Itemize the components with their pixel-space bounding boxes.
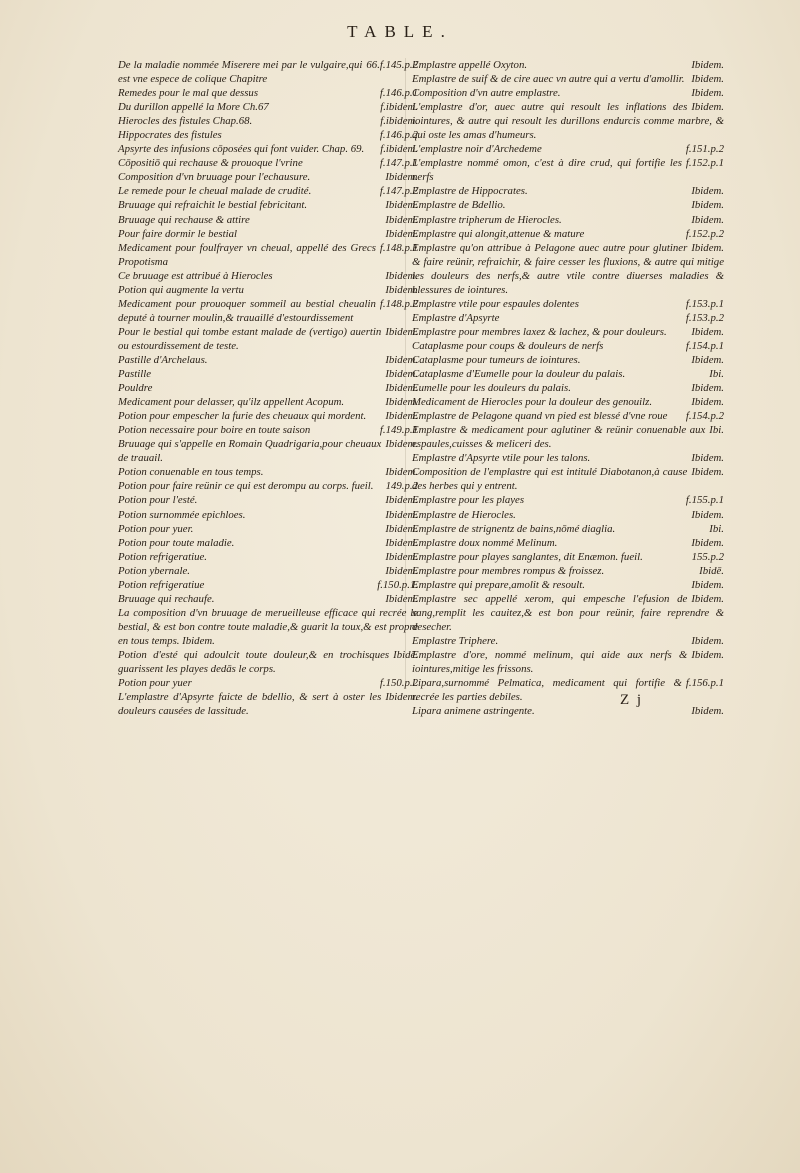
entry-text: L'emplastre d'Apsyrte faicte de bdellio, & sert à oster les douleurs causées de lassitude.: [118, 691, 382, 718]
entry-folio-reference: Ibidem.: [385, 353, 418, 366]
index-entry: [412, 381, 724, 395]
index-entry: [412, 58, 724, 72]
index-entry: [412, 648, 724, 676]
entry-text: Medicament pour delasser, qu'ilz appellent Acopum.: [118, 396, 345, 409]
entry-text: Emplastre de Bdellio.: [412, 199, 506, 212]
entry-folio-reference: Ibidem.: [691, 353, 724, 366]
index-entry: [118, 564, 418, 578]
index-entry: [118, 465, 418, 479]
entry-folio-reference: f.148.p.2: [379, 297, 418, 310]
entry-text: Emplastre appellé Oxyton.: [412, 59, 528, 71]
index-entry: [412, 395, 724, 409]
index-entry: [118, 325, 418, 353]
entry-text: Apsyrte des infusions cōposées qui font vuider. Chap. 69.: [118, 143, 365, 156]
entry-text: Pour faire dormir le bestial: [118, 227, 237, 240]
entry-text: Emplastre qui alongit,attenue & mature: [412, 227, 585, 240]
entry-folio-reference: Ibidem.: [691, 325, 724, 338]
index-entry: [118, 353, 418, 367]
entry-folio-reference: f.152.p.1: [685, 157, 724, 170]
entry-text: Emplastre d'Apsyrte vtile pour les talons.: [412, 452, 591, 465]
entry-folio-reference: Ibidem.: [385, 691, 418, 704]
entry-text: Medicament pour foulfrayer vn cheual, appellé des Grecs Propotisma: [118, 241, 376, 268]
entry-text: Potion pour faire reünir ce qui est derompu au corps. fueil.: [118, 480, 374, 493]
entry-folio-reference: f.154.p.1: [685, 339, 724, 352]
entry-text: Hierocles des fistules Chap.68.: [118, 115, 253, 128]
entry-folio-reference: f.146.p.2: [379, 129, 418, 142]
entry-text: Emplastre Triphere.: [412, 634, 499, 647]
index-entry: [412, 72, 724, 86]
entry-folio-reference: f.ibidem.: [380, 115, 418, 128]
entry-text: La composition d'vn bruuage de merueilleuse efficace qui recrée le bestial, & est bon contre toute maladie,& guarit la toux,& est propre en tous temps. Ibidem.: [118, 606, 418, 647]
entry-folio-reference: f.154.p.2: [685, 410, 724, 423]
index-entry: [412, 142, 724, 156]
entry-text: Pour le bestial qui tombe estant malade de (vertigo) auertin ou estourdissement de teste.: [118, 325, 382, 352]
index-entry: [412, 184, 724, 198]
entry-folio-reference: Ibidem.: [385, 508, 418, 521]
entry-folio-reference: Ibidem.: [691, 241, 724, 254]
entry-text: Cataplasme d'Eumelle pour la douleur du palais.: [412, 368, 626, 381]
entry-text: Remedes pour le mal que dessus: [118, 87, 259, 100]
entry-folio-reference: Ibidem.: [691, 213, 724, 226]
entry-text: Emplastre qu'on attribue à Pelagone auec autre pour glutiner & faire reünir, refraichir, & faire cesser les fluxions, & autre qui mitige les douleurs des nerfs,& autre vtile contre diuerses maladies & blessures de iointures.: [412, 241, 724, 296]
entry-folio-reference: Ibidem.: [691, 87, 724, 100]
index-entry: [412, 592, 724, 634]
entry-text: Pastille d'Archelaus.: [118, 353, 208, 366]
entry-text: Potion qui augmente la vertu: [118, 283, 244, 296]
index-entry: [118, 409, 418, 423]
entry-folio-reference: Ibidem.: [691, 73, 724, 86]
entry-text: Cōpositiō qui rechause & prouoque l'vrine: [118, 157, 303, 170]
index-entry: [412, 339, 724, 353]
column-gutter: [405, 58, 406, 688]
entry-folio-reference: Ibidem.: [691, 592, 724, 605]
entry-text: Le remede pour le cheual malade de crudité.: [118, 185, 312, 198]
entry-text: Bruuage qui s'appelle en Romain Quadrigaria,pour cheuaux de trauail.: [118, 438, 382, 465]
index-entry: [118, 592, 418, 606]
index-entry: [412, 227, 724, 241]
index-entry: [412, 465, 724, 493]
entry-text: Emplastre qui prepare,amolit & resoult.: [412, 578, 585, 591]
entry-folio-reference: 155.p.2: [691, 550, 724, 563]
entry-folio-reference: Ibidem.: [691, 452, 724, 465]
index-entry: [118, 100, 418, 114]
entry-text: Bruuage qui rechause & attire: [118, 213, 250, 226]
entry-text: Cataplasme pour coups & douleurs de nerfs: [412, 339, 604, 352]
entry-folio-reference: f.149.p.1: [379, 424, 418, 437]
entry-text: Potion conuenable en tous temps.: [118, 466, 264, 479]
entry-text: Potion d'esté qui adoulcit toute douleur,& en trochisques guarissent les playes dedās le corps.: [118, 648, 390, 676]
index-entry: [412, 409, 724, 423]
entry-folio-reference: Ibidem.: [691, 185, 724, 198]
entry-folio-reference: Ibidem.: [385, 213, 418, 226]
entry-folio-reference: f.153.p.1: [685, 297, 724, 310]
left-column: [118, 58, 418, 718]
entry-text: Emplastre de Hierocles.: [412, 508, 516, 521]
entry-text: Ce bruuage est attribué à Hierocles: [118, 269, 273, 282]
entry-text: Composition d'vn autre emplastre.: [412, 87, 561, 100]
index-entry: [412, 86, 724, 100]
entry-text: Emplastre pour playes sanglantes, dit Enæmon. fueil.: [412, 550, 643, 563]
index-entry: [118, 86, 418, 100]
index-entry: [118, 297, 418, 325]
index-entry: [412, 493, 724, 507]
index-entry: [118, 269, 418, 283]
entry-text: Potion necessaire pour boire en toute saison: [118, 424, 311, 437]
index-entry: [412, 213, 724, 227]
entry-folio-reference: Ibidem.: [385, 536, 418, 549]
entry-folio-reference: Ibidem.: [385, 592, 418, 605]
index-entry: [412, 522, 724, 536]
entry-text: Emplastre pour les playes: [412, 494, 525, 507]
entry-text: L'emplastre noir d'Archedeme: [412, 143, 542, 156]
entry-folio-reference: Ibidem.: [385, 368, 418, 381]
entry-text: Cataplasme pour tumeurs de iointures.: [412, 353, 581, 366]
index-entry: [412, 451, 724, 465]
index-entry: [118, 437, 418, 465]
entry-folio-reference: Ibidem.: [691, 382, 724, 395]
entry-text: Emplastre vtile pour espaules dolentes: [412, 297, 579, 310]
entry-text: Potion ybernale.: [118, 564, 190, 577]
index-entry: [412, 241, 724, 297]
entry-folio-reference: Ibidem.: [385, 438, 418, 451]
index-entry: [118, 676, 418, 690]
entry-text: Potion pour toute maladie.: [118, 536, 235, 549]
entry-folio-reference: Ibidem.: [691, 508, 724, 521]
entry-folio-reference: f.151.p.2: [685, 143, 724, 156]
index-entry: [412, 156, 724, 184]
entry-text: Emplastre pour membres rompus & froissez.: [412, 564, 605, 577]
index-entry: [412, 198, 724, 212]
index-entry: [412, 423, 724, 451]
entry-text: Du durillon appellé la More Ch.67: [118, 101, 269, 114]
entry-text: Eumelle pour les douleurs du palais.: [412, 382, 571, 395]
entry-folio-reference: f.148.p.1: [379, 241, 418, 254]
entry-folio-reference: Ibi.: [709, 424, 724, 437]
index-entry: [412, 353, 724, 367]
entry-folio-reference: f.ibidem.: [380, 101, 418, 114]
index-entry: [118, 423, 418, 437]
index-entry: [118, 536, 418, 550]
entry-folio-reference: f.147.p.2: [379, 185, 418, 198]
entry-folio-reference: Ibidem.: [691, 705, 724, 718]
index-entry: [412, 550, 724, 564]
entry-folio-reference: Ibidem.: [385, 283, 418, 296]
index-entry: [118, 58, 418, 86]
entry-folio-reference: f.ibidem.: [380, 143, 418, 156]
entry-text: Composition de l'emplastre qui est intitulé Diabotanon,à cause des herbes qui y entrent.: [412, 466, 688, 493]
index-entry: [118, 479, 418, 493]
entry-text: Potion refrigeratiue: [118, 578, 205, 591]
index-entry: [118, 367, 418, 381]
entry-folio-reference: Ibidē.: [393, 648, 418, 661]
entry-folio-reference: Ibidem.: [691, 634, 724, 647]
signature-mark: Z j: [620, 692, 644, 708]
entry-folio-reference: Ibidem.: [385, 396, 418, 409]
entry-text: Medicament de Hierocles pour la douleur des genouilz.: [412, 396, 653, 409]
entry-folio-reference: 66.f.145.p.2: [366, 59, 418, 71]
index-entry: [118, 550, 418, 564]
entry-folio-reference: Ibidem.: [385, 494, 418, 507]
entry-folio-reference: f.152.p.2: [685, 227, 724, 240]
index-entry: [118, 395, 418, 409]
entry-text: Bruuage qui refraichit le bestial febricitant.: [118, 199, 308, 212]
entry-text: Potion surnommée epichloes.: [118, 508, 246, 521]
index-entry: [412, 297, 724, 311]
index-entry: [118, 493, 418, 507]
entry-text: Emplastre sec appellé xerom, qui empesche l'efusion de sang,remplit les cauitez,& est bon pour reünir, faire reprendre & desecher.: [412, 592, 724, 633]
entry-text: Bruuage qui rechaufe.: [118, 592, 215, 605]
entry-folio-reference: Ibidem.: [385, 227, 418, 240]
entry-text: Composition d'vn bruuage pour l'echausure.: [118, 171, 311, 184]
entry-folio-reference: Ibidem.: [691, 396, 724, 409]
index-entry: [118, 184, 418, 198]
entry-folio-reference: f.150.p.2: [379, 677, 418, 690]
index-entry: [412, 100, 724, 142]
entry-text: Emplastre de Hippocrates.: [412, 185, 528, 198]
entry-text: Emplastre de strignentz de bains,nōmé diaglia.: [412, 522, 616, 535]
entry-text: Pouldre: [118, 382, 153, 395]
index-entry: [412, 704, 724, 718]
entry-folio-reference: f.146.p.1: [379, 87, 418, 100]
entry-folio-reference: Ibidem.: [691, 466, 724, 479]
entry-folio-reference: Ibidem.: [385, 199, 418, 212]
entry-text: Medicament pour prouoquer sommeil au bestial cheualin deputé à tourner moulin,& trauaillé d'estourdissement: [118, 297, 376, 324]
index-entry: [118, 283, 418, 297]
entry-text: Emplastre pour membres laxez & lachez, & pour douleurs.: [412, 325, 667, 338]
index-entry: [412, 311, 724, 325]
entry-folio-reference: f.156.p.1: [685, 677, 724, 690]
entry-folio-reference: Ibidem.: [691, 101, 724, 114]
index-entry: [118, 648, 418, 676]
entry-text: Emplastre tripherum de Hierocles.: [412, 213, 562, 226]
entry-folio-reference: Ibidem.: [691, 578, 724, 591]
index-entry: [412, 564, 724, 578]
index-entry: [412, 578, 724, 592]
entry-folio-reference: Ibidem.: [691, 648, 724, 661]
entry-folio-reference: Ibidem.: [385, 564, 418, 577]
index-entry: [118, 522, 418, 536]
entry-text: Emplastre doux nommé Melinum.: [412, 536, 558, 549]
index-entry: [118, 213, 418, 227]
entry-text: Potion refrigeratiue.: [118, 550, 207, 563]
entry-text: Potion pour yuer: [118, 677, 192, 690]
entry-text: Emplastre d'Apsyrte: [412, 311, 500, 324]
index-entry: [118, 690, 418, 718]
entry-folio-reference: f.155.p.1: [685, 494, 724, 507]
entry-text: L'emplastre d'or, auec autre qui resoult les inflations des iointures, & autre qui resoult les durillons endurcis comme marbre, & qui oste les amas d'humeurs.: [412, 101, 724, 142]
index-entry: [118, 578, 418, 592]
index-entry: [412, 536, 724, 550]
index-entry: [118, 198, 418, 212]
entry-folio-reference: Ibidem.: [385, 466, 418, 479]
index-entry: [412, 634, 724, 648]
entry-text: Emplastre de suif & de cire auec vn autre qui a vertu d'amollir.: [412, 73, 685, 86]
entry-folio-reference: f.150.p.1.: [377, 578, 418, 591]
index-entry: [118, 606, 418, 648]
entry-text: Lipara,surnommé Pelmatica, medicament qui fortifie & recrée les parties debiles.: [412, 677, 682, 704]
entry-folio-reference: Ibidē.: [699, 564, 724, 577]
entry-folio-reference: Ibi.: [709, 368, 724, 381]
index-entry: [412, 676, 724, 704]
page-title: TABLE.: [347, 22, 453, 41]
entry-folio-reference: Ibidem.: [385, 522, 418, 535]
entry-text: Emplastre d'ore, nommé melinum, qui aide aux nerfs & iointures,mitige les frissons.: [412, 648, 688, 676]
index-entry: [412, 508, 724, 522]
index-entry: [118, 170, 418, 184]
entry-text: L'emplastre nommé omon, c'est à dire crud, qui fortifie les nerfs: [412, 157, 682, 184]
entry-folio-reference: 149.p.2: [385, 480, 418, 493]
entry-folio-reference: Ibidem.: [385, 269, 418, 282]
entry-text: De la maladie nommée Miserere mei par le vulgaire,qui est vne espece de colique Chapitre: [118, 59, 363, 86]
index-entry: [118, 142, 418, 156]
entry-text: Lipara animene astringente.: [412, 705, 535, 718]
index-entry: [118, 227, 418, 241]
index-entry: [118, 128, 418, 142]
entry-text: Potion pour l'esté.: [118, 494, 198, 507]
entry-folio-reference: Ibidem.: [691, 536, 724, 549]
index-entry: [118, 381, 418, 395]
entry-folio-reference: Ibidem.: [385, 410, 418, 423]
entry-folio-reference: Ibidem.: [385, 171, 418, 184]
entry-folio-reference: Ibidem.: [385, 550, 418, 563]
entry-folio-reference: Ibi.: [709, 522, 724, 535]
entry-text: Emplastre de Pelagone quand vn pied est blessé d'vne roue: [412, 410, 668, 423]
index-entry: [118, 241, 418, 269]
right-column: [412, 58, 724, 718]
entry-text: Pastille: [118, 368, 151, 381]
entry-text: Potion pour yuer.: [118, 522, 194, 535]
index-entry: [412, 367, 724, 381]
entry-folio-reference: Ibidem.: [385, 382, 418, 395]
index-entry: [118, 114, 418, 128]
index-entry: [412, 325, 724, 339]
entry-text: Emplastre & medicament pour aglutiner & reünir conuenable aux espaules,cuisses & meliceri des.: [412, 424, 706, 451]
entry-text: Hippocrates des fistules: [118, 129, 222, 142]
index-entry: [118, 508, 418, 522]
entry-folio-reference: Ibidem.: [385, 325, 418, 338]
entry-text: Potion pour empescher la furie des cheuaux qui mordent.: [118, 410, 367, 423]
index-entry: [118, 156, 418, 170]
entry-folio-reference: Ibidem.: [691, 59, 724, 71]
entry-folio-reference: f.147.p.1: [379, 157, 418, 170]
entry-folio-reference: f.153.p.2: [685, 311, 724, 324]
entry-folio-reference: Ibidem.: [691, 199, 724, 212]
